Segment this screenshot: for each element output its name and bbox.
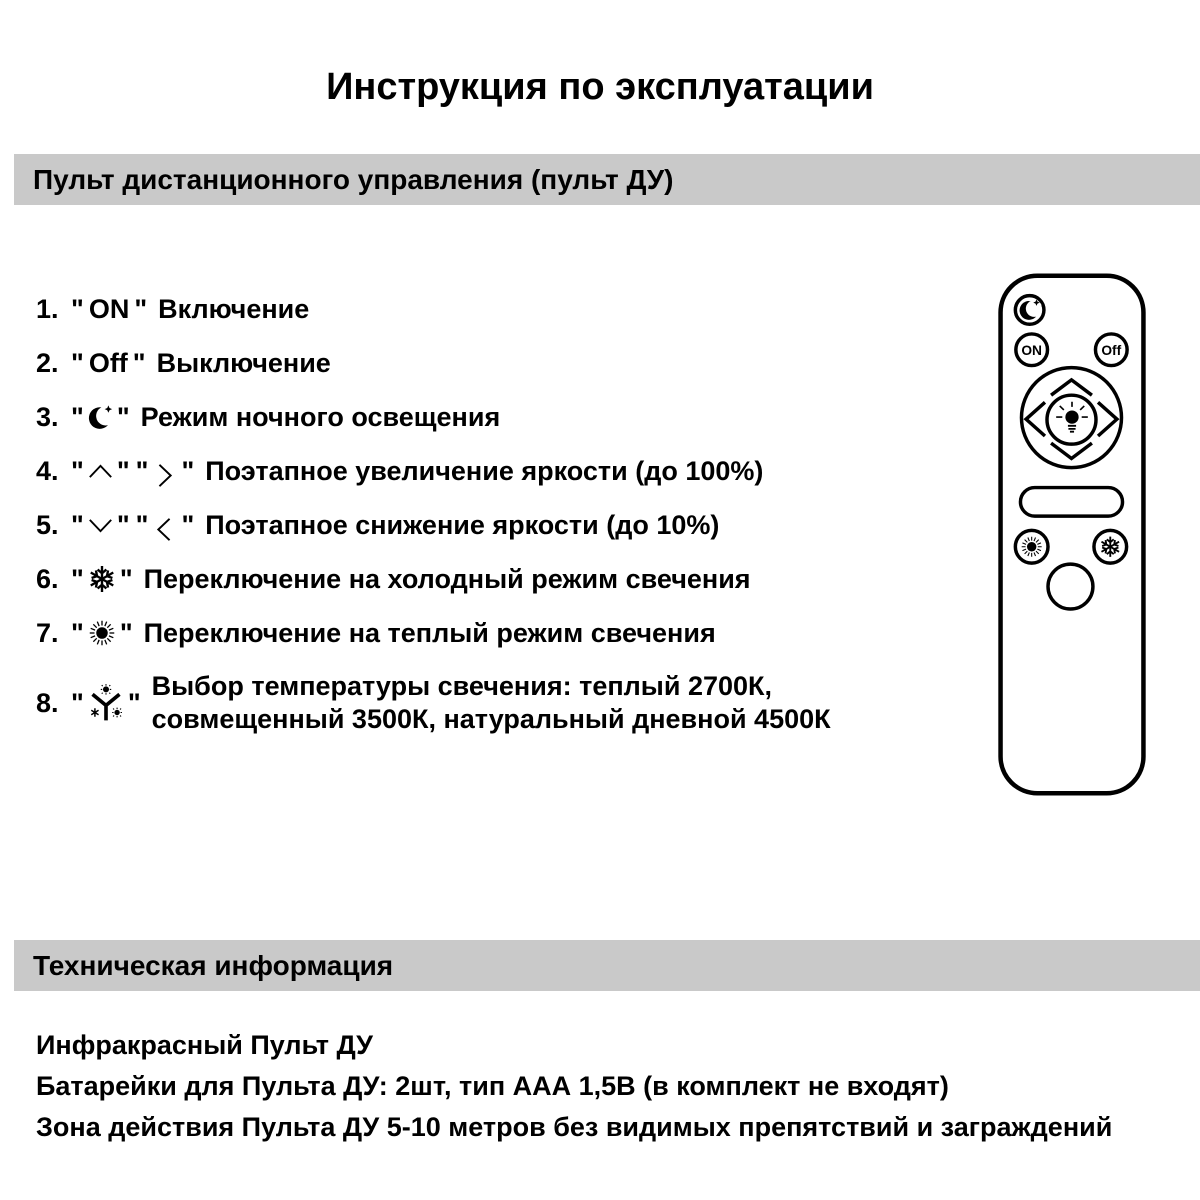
- item-description: Выключение: [156, 347, 331, 378]
- item-number: 6.: [36, 563, 59, 594]
- night-mode-button: [1015, 296, 1044, 325]
- list-item: [36, 616, 976, 650]
- temp-select-icon: [87, 684, 125, 722]
- item-description: Переключение на теплый режим свечения: [143, 617, 716, 648]
- quote-mark: ": [71, 563, 84, 594]
- off-button: [1095, 334, 1127, 366]
- list-item: [36, 400, 976, 434]
- chevron-down-icon: [87, 512, 114, 539]
- quote-mark: ": [116, 509, 130, 540]
- item-segments: [68, 456, 763, 487]
- quote-mark: ": [71, 401, 84, 432]
- list-item: [36, 508, 976, 542]
- quote-mark: ": [71, 293, 84, 324]
- item-description-line: Выбор температуры свечения: теплый 2700К,: [151, 671, 772, 701]
- pill-button: [1020, 488, 1122, 517]
- quote-mark: ": [116, 455, 130, 486]
- moon-star-icon: [87, 404, 114, 431]
- tech-info-line: Батарейки для Пульта ДУ: 2шт, тип ААА 1,5В (в комплект не входят): [36, 1071, 949, 1101]
- item-segments: [68, 670, 831, 736]
- page-title: Инструкция по эксплуатации: [326, 66, 874, 108]
- bottom-round-button: [1048, 564, 1093, 609]
- quote-mark: ": [127, 687, 141, 718]
- item-description: [152, 670, 831, 736]
- quote-mark: ": [119, 563, 133, 594]
- list-item: [36, 346, 976, 380]
- sun-icon: [1022, 537, 1042, 557]
- item-description-line: совмещенный 3500К, натуральный дневной 4500К: [151, 704, 831, 734]
- button-name-text: ON: [88, 293, 130, 324]
- quote-mark: ": [71, 455, 84, 486]
- chevron-left-icon: [151, 516, 178, 543]
- snowflake-icon: [87, 564, 117, 594]
- item-number: 5.: [36, 509, 59, 540]
- warm-mode-button: [1015, 530, 1048, 563]
- quote-mark: ": [135, 509, 149, 540]
- item-segments: [68, 294, 309, 325]
- button-name-text: Off: [88, 347, 128, 378]
- on-button: [1016, 334, 1048, 366]
- button-functions-list: [36, 292, 976, 756]
- item-description: Поэтапное снижение яркости (до 10%): [205, 509, 720, 540]
- section-header-remote: [14, 154, 1200, 205]
- item-segments: [68, 618, 716, 649]
- off-button-label: Off: [1101, 342, 1122, 358]
- item-segments: [68, 348, 331, 379]
- item-description: Включение: [158, 293, 310, 324]
- quote-mark: ": [132, 347, 146, 378]
- item-number: 8.: [36, 687, 59, 718]
- item-number: 2.: [36, 347, 59, 378]
- section-header-remote-label: Пульт дистанционного управления (пульт ДУ): [33, 163, 674, 195]
- item-segments: [68, 402, 500, 433]
- on-button-label: ON: [1021, 342, 1043, 358]
- list-item: [36, 562, 976, 596]
- remote-control-illustration: [998, 273, 1146, 796]
- quote-mark: ": [181, 509, 195, 540]
- quote-mark: ": [71, 347, 84, 378]
- list-item: [36, 670, 976, 736]
- quote-mark: ": [181, 455, 195, 486]
- cold-mode-button: [1094, 530, 1127, 563]
- item-number: 7.: [36, 617, 59, 648]
- item-segments: [68, 564, 751, 595]
- list-item: [36, 292, 976, 326]
- tech-info-line: Инфракрасный Пульт ДУ: [36, 1030, 373, 1060]
- section-header-tech: [14, 940, 1200, 991]
- chevron-right-icon: [151, 462, 178, 489]
- quote-mark: ": [71, 617, 84, 648]
- item-description: Переключение на холодный режим свечения: [143, 563, 751, 594]
- quote-mark: ": [134, 293, 148, 324]
- dpad: [1021, 368, 1121, 468]
- tech-info-line: Зона действия Пульта ДУ 5-10 метров без видимых препятствий и заграждений: [36, 1112, 1113, 1142]
- list-item: [36, 454, 976, 488]
- quote-mark: ": [71, 687, 84, 718]
- item-description: Режим ночного освещения: [140, 401, 501, 432]
- section-header-tech-label: Техническая информация: [33, 949, 394, 981]
- quote-mark: ": [71, 509, 84, 540]
- item-number: 4.: [36, 455, 59, 486]
- quote-mark: ": [119, 617, 133, 648]
- item-number: 3.: [36, 401, 59, 432]
- item-description: Поэтапное увеличение яркости (до 100%): [205, 455, 764, 486]
- quote-mark: ": [116, 401, 130, 432]
- sun-icon: [87, 618, 117, 648]
- item-number: 1.: [36, 293, 59, 324]
- item-segments: [68, 510, 719, 541]
- tech-info-list: [36, 1030, 1186, 1153]
- chevron-up-icon: [87, 458, 114, 485]
- quote-mark: ": [135, 455, 149, 486]
